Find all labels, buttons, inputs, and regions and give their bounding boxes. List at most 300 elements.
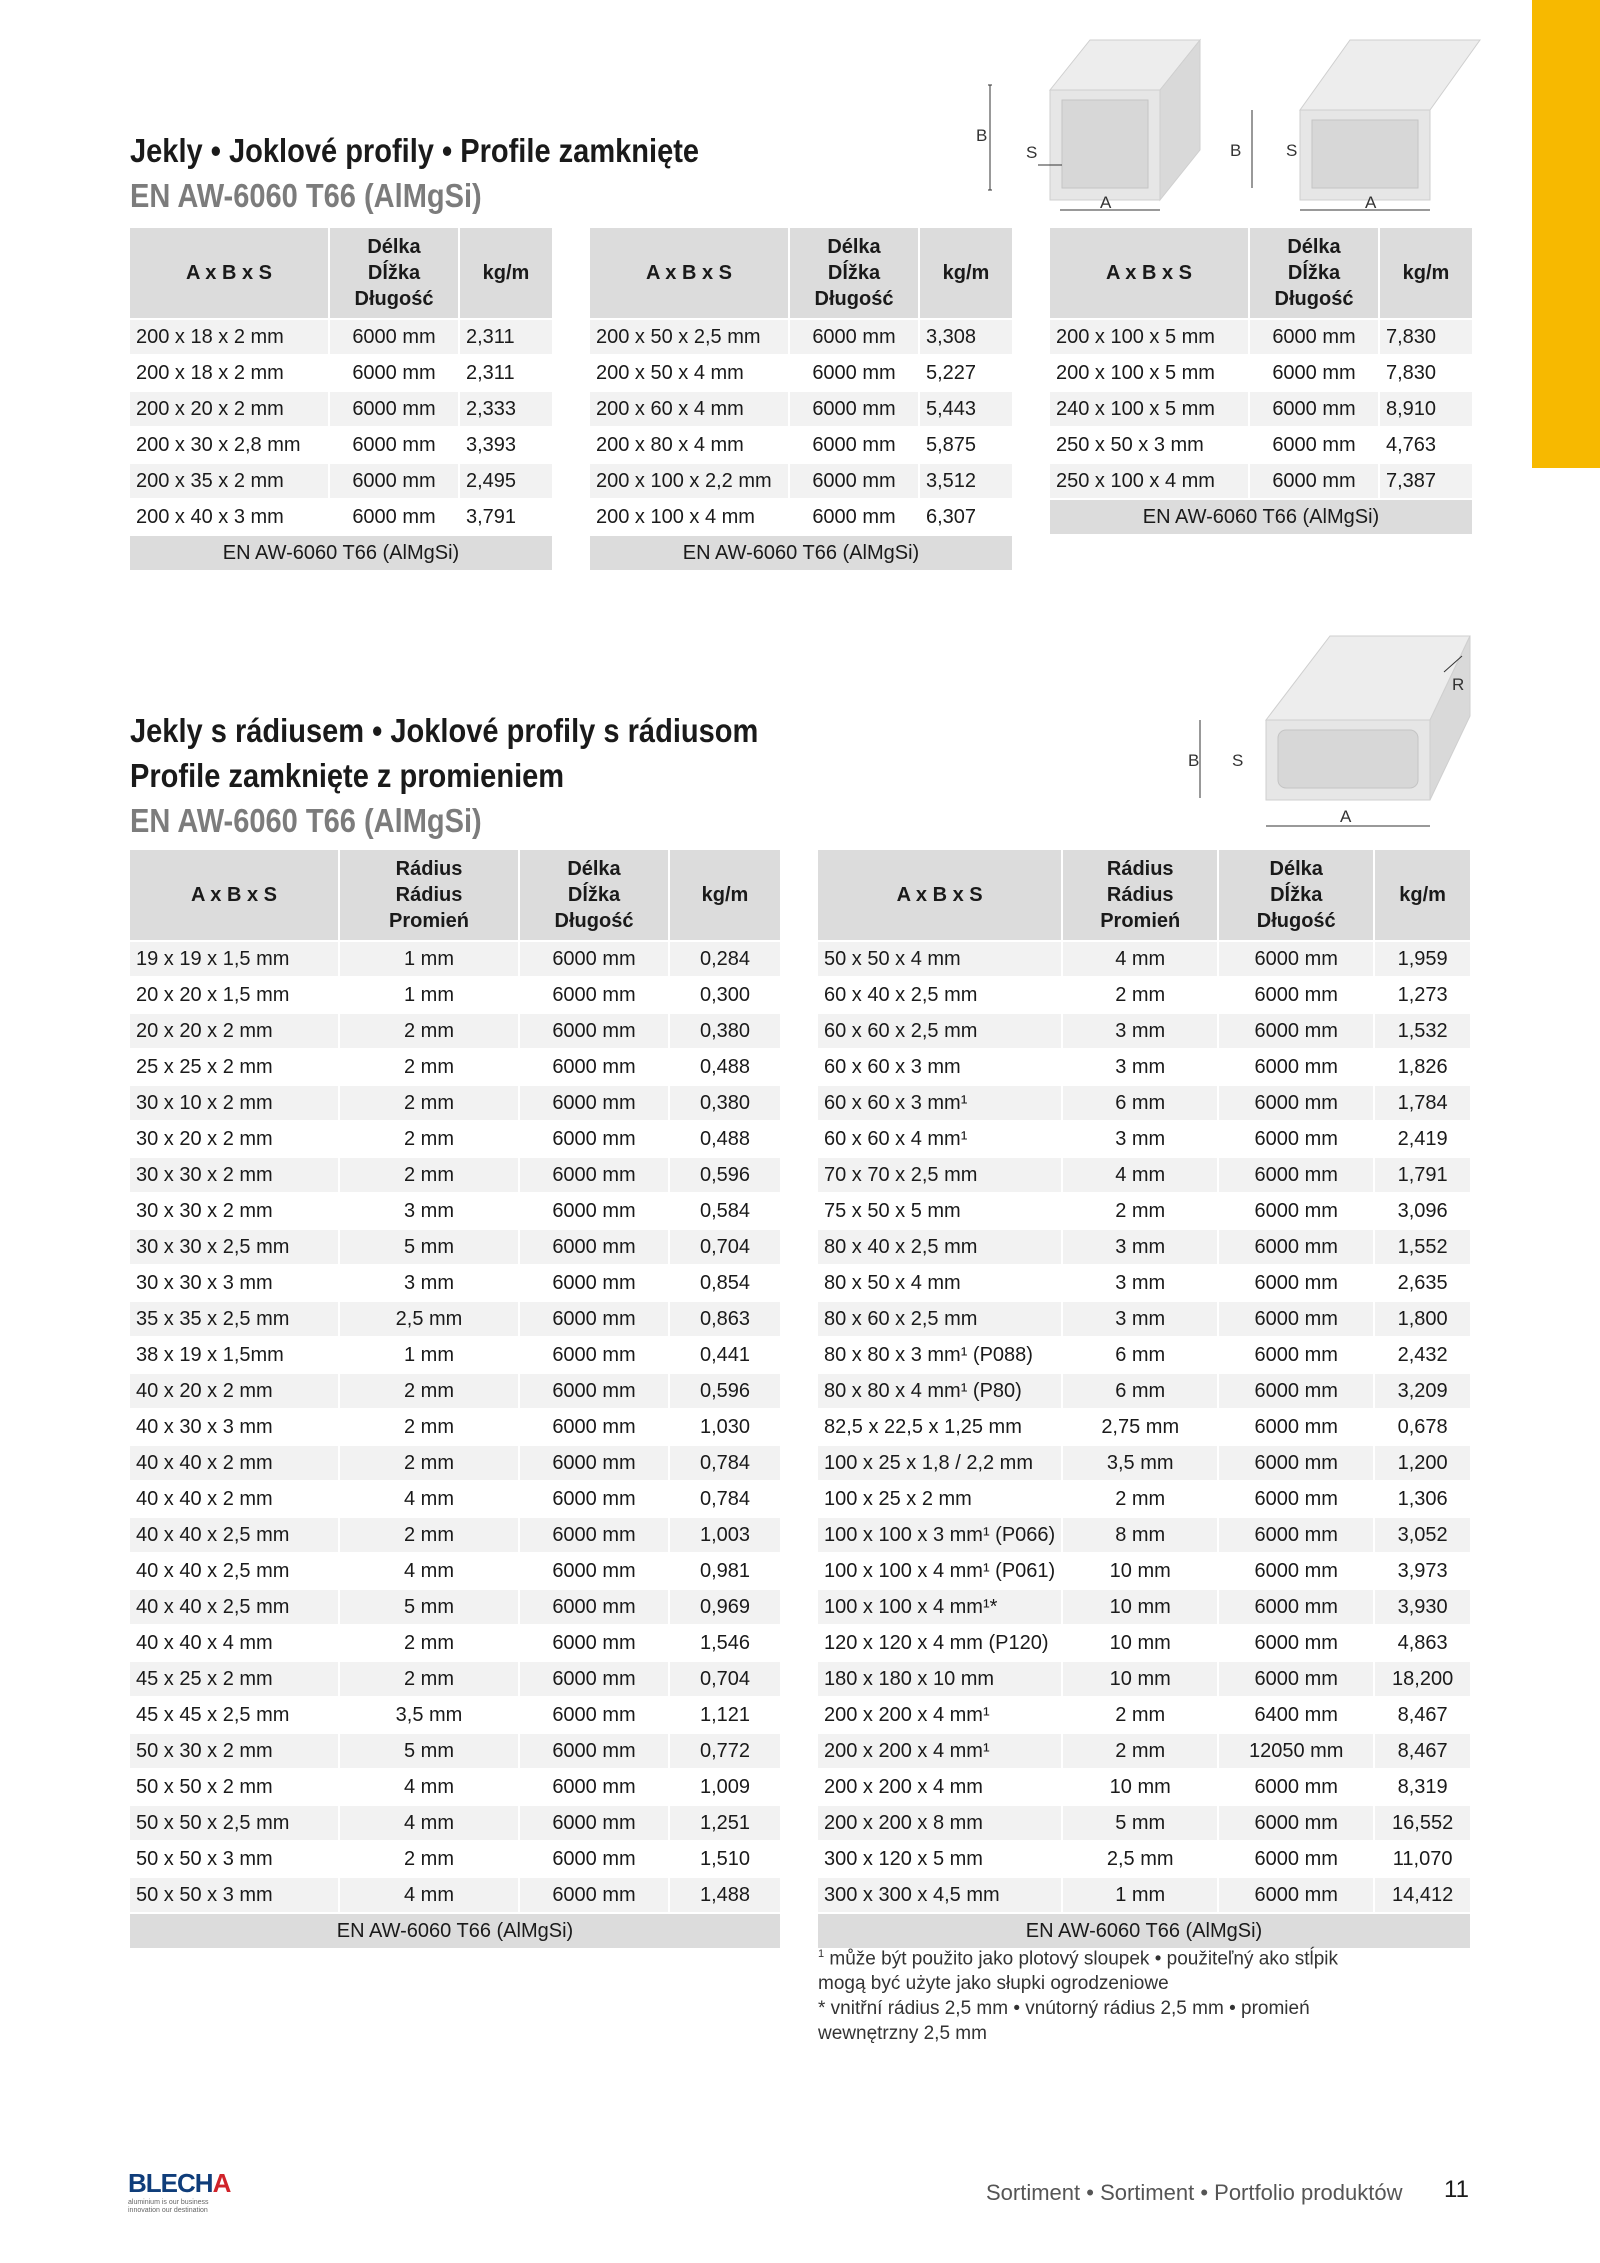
cell-value: 6 mm — [1062, 1337, 1218, 1373]
cell-dimensions: 70 x 70 x 2,5 mm — [818, 1157, 1062, 1193]
cell-value: 6000 mm — [519, 1697, 669, 1733]
cell-kgm: 1,030 — [669, 1409, 780, 1445]
cell-value: 6000 mm — [519, 1841, 669, 1877]
cell-value: 6000 mm — [519, 977, 669, 1013]
cell-value: 5 mm — [339, 1733, 519, 1769]
cell-value: 6000 mm — [1218, 977, 1374, 1013]
cell-value: 3 mm — [1062, 1121, 1218, 1157]
cell-value: 6000 mm — [519, 1877, 669, 1913]
cell-kgm: 0,284 — [669, 941, 780, 977]
cell-dimensions: 50 x 50 x 2 mm — [130, 1769, 339, 1805]
cell-kgm: 0,863 — [669, 1301, 780, 1337]
radius-profile-figure — [1180, 630, 1465, 840]
cell-value: 6000 mm — [519, 1481, 669, 1517]
cell-dimensions: 82,5 x 22,5 x 1,25 mm — [818, 1409, 1062, 1445]
cell-dimensions: 45 x 45 x 2,5 mm — [130, 1697, 339, 1733]
cell-value: 6000 mm — [789, 391, 919, 427]
table-row — [818, 1193, 1470, 1229]
cell-dimensions: 40 x 40 x 2,5 mm — [130, 1589, 339, 1625]
table-footer-row — [590, 535, 1012, 570]
cell-dimensions: 30 x 30 x 2,5 mm — [130, 1229, 339, 1265]
cell-dimensions: 200 x 30 x 2,8 mm — [130, 427, 329, 463]
cell-dimensions: 50 x 50 x 2,5 mm — [130, 1805, 339, 1841]
cell-kgm: 0,981 — [669, 1553, 780, 1589]
cell-kgm: 1,251 — [669, 1805, 780, 1841]
cell-value: 2 mm — [339, 1445, 519, 1481]
cell-kgm: 2,495 — [459, 463, 552, 499]
table-row — [130, 319, 552, 355]
cell-kgm: 0,441 — [669, 1337, 780, 1373]
cell-value: 2 mm — [339, 1625, 519, 1661]
col-axbxs: A x B x S — [1050, 228, 1249, 319]
cell-dimensions: 38 x 19 x 1,5mm — [130, 1337, 339, 1373]
cell-kgm: 18,200 — [1374, 1661, 1470, 1697]
cell-dimensions: 100 x 25 x 2 mm — [818, 1481, 1062, 1517]
table-row — [130, 1769, 780, 1805]
cell-value: 2 mm — [339, 1157, 519, 1193]
table-row — [590, 427, 1012, 463]
cell-value: 10 mm — [1062, 1625, 1218, 1661]
cell-kgm: 0,300 — [669, 977, 780, 1013]
cell-value: 6000 mm — [519, 1733, 669, 1769]
cell-value: 5 mm — [1062, 1805, 1218, 1841]
cell-dimensions: 100 x 100 x 4 mm¹* — [818, 1589, 1062, 1625]
cell-value: 6 mm — [1062, 1373, 1218, 1409]
cell-kgm: 3,052 — [1374, 1517, 1470, 1553]
table-row — [130, 1193, 780, 1229]
cell-value: 6000 mm — [1218, 1301, 1374, 1337]
table-row — [130, 1445, 780, 1481]
col-axbxs: A x B x S — [130, 228, 329, 319]
section1-table-3 — [1050, 228, 1472, 534]
cell-value: 6000 mm — [1249, 355, 1379, 391]
col-kgm: kg/m — [919, 228, 1012, 319]
cell-dimensions: 250 x 100 x 4 mm — [1050, 463, 1249, 499]
cell-dimensions: 40 x 40 x 2 mm — [130, 1481, 339, 1517]
footnote-2: * vnitřní rádius 2,5 mm • vnútorný rádius 2,5 mm • promień wewnętrzny 2,5 mm — [818, 1998, 1310, 2045]
fig1-label-s: S — [1026, 143, 1038, 162]
table-row — [130, 1301, 780, 1337]
cell-kgm: 7,387 — [1379, 463, 1472, 499]
cell-kgm: 2,311 — [459, 355, 552, 391]
cell-dimensions: 30 x 30 x 2 mm — [130, 1157, 339, 1193]
cell-kgm: 0,784 — [669, 1481, 780, 1517]
col-axbxs: A x B x S — [818, 850, 1062, 941]
cell-value: 6000 mm — [519, 1805, 669, 1841]
cell-kgm: 0,704 — [669, 1229, 780, 1265]
table-row — [1050, 463, 1472, 499]
page-number: 11 — [1444, 2176, 1469, 2203]
cell-kgm: 5,227 — [919, 355, 1012, 391]
cell-value: 2 mm — [1062, 1193, 1218, 1229]
cell-dimensions: 200 x 40 x 3 mm — [130, 499, 329, 535]
cell-value: 10 mm — [1062, 1769, 1218, 1805]
section2-table-1 — [130, 850, 780, 1948]
cell-value: 6000 mm — [1218, 1625, 1374, 1661]
cell-dimensions: 40 x 40 x 4 mm — [130, 1625, 339, 1661]
cell-dimensions: 50 x 50 x 3 mm — [130, 1841, 339, 1877]
table-row — [130, 1265, 780, 1301]
cell-dimensions: 180 x 180 x 10 mm — [818, 1661, 1062, 1697]
cell-value: 6000 mm — [519, 1589, 669, 1625]
cell-dimensions: 25 x 25 x 2 mm — [130, 1049, 339, 1085]
col-delka: Délka Dĺžka Długość — [519, 850, 669, 941]
cell-value: 2 mm — [1062, 1733, 1218, 1769]
cell-value: 4 mm — [339, 1877, 519, 1913]
cell-value: 4 mm — [339, 1553, 519, 1589]
cell-dimensions: 100 x 25 x 1,8 / 2,2 mm — [818, 1445, 1062, 1481]
table-footer: EN AW-6060 T66 (AlMgSi) — [818, 1913, 1470, 1948]
cell-value: 6000 mm — [1218, 1373, 1374, 1409]
cell-dimensions: 200 x 18 x 2 mm — [130, 319, 329, 355]
cell-value: 6000 mm — [519, 1265, 669, 1301]
cell-value: 8 mm — [1062, 1517, 1218, 1553]
cell-value: 6000 mm — [1218, 1229, 1374, 1265]
table-row — [818, 1157, 1470, 1193]
col-delka: Délka Dĺžka Długość — [1218, 850, 1374, 941]
cell-value: 6000 mm — [1249, 319, 1379, 355]
table-row — [818, 1373, 1470, 1409]
cell-value: 4 mm — [339, 1481, 519, 1517]
table-footer: EN AW-6060 T66 (AlMgSi) — [130, 535, 552, 570]
cell-dimensions: 200 x 50 x 2,5 mm — [590, 319, 789, 355]
cell-dimensions: 20 x 20 x 1,5 mm — [130, 977, 339, 1013]
cell-dimensions: 80 x 80 x 3 mm¹ (P088) — [818, 1337, 1062, 1373]
col-kgm: kg/m — [459, 228, 552, 319]
table-row — [130, 1049, 780, 1085]
table-row — [130, 1517, 780, 1553]
col-delka: Délka Dĺžka Długość — [789, 228, 919, 319]
cell-value: 6000 mm — [1218, 1445, 1374, 1481]
table-row — [818, 1481, 1470, 1517]
cell-value: 6000 mm — [329, 319, 459, 355]
cell-dimensions: 200 x 20 x 2 mm — [130, 391, 329, 427]
cell-value: 6000 mm — [519, 1661, 669, 1697]
cell-dimensions: 300 x 300 x 4,5 mm — [818, 1877, 1062, 1913]
section1-title-block — [130, 128, 699, 218]
cell-dimensions: 45 x 25 x 2 mm — [130, 1661, 339, 1697]
cell-value: 3 mm — [339, 1193, 519, 1229]
cell-value: 6000 mm — [789, 427, 919, 463]
cell-kgm: 1,784 — [1374, 1085, 1470, 1121]
cell-kgm: 3,930 — [1374, 1589, 1470, 1625]
cell-value: 6000 mm — [1218, 1517, 1374, 1553]
table-row — [818, 1697, 1470, 1733]
cell-dimensions: 200 x 80 x 4 mm — [590, 427, 789, 463]
table-row — [818, 1841, 1470, 1877]
cell-dimensions: 50 x 30 x 2 mm — [130, 1733, 339, 1769]
cell-value: 10 mm — [1062, 1589, 1218, 1625]
cell-value: 6000 mm — [789, 319, 919, 355]
cell-value: 1 mm — [339, 941, 519, 977]
cell-kgm: 5,443 — [919, 391, 1012, 427]
table-row — [818, 1301, 1470, 1337]
table-row — [590, 499, 1012, 535]
section2-title-block — [130, 708, 758, 843]
cell-value: 6000 mm — [789, 355, 919, 391]
cell-value: 6000 mm — [519, 1337, 669, 1373]
cell-dimensions: 50 x 50 x 3 mm — [130, 1877, 339, 1913]
cell-kgm: 2,333 — [459, 391, 552, 427]
cell-dimensions: 80 x 50 x 4 mm — [818, 1265, 1062, 1301]
cell-kgm: 8,467 — [1374, 1697, 1470, 1733]
col-delka: Délka Dĺžka Długość — [1249, 228, 1379, 319]
table-row — [818, 1661, 1470, 1697]
cell-kgm: 2,311 — [459, 319, 552, 355]
cell-dimensions: 240 x 100 x 5 mm — [1050, 391, 1249, 427]
cell-value: 2 mm — [339, 1013, 519, 1049]
cell-value: 6000 mm — [1218, 1877, 1374, 1913]
cell-value: 6000 mm — [1218, 1481, 1374, 1517]
section2-subtitle: EN AW-6060 T66 (AlMgSi) — [130, 802, 482, 839]
fig2-label-a: A — [1365, 193, 1377, 212]
table-row — [818, 1589, 1470, 1625]
table-row — [130, 1013, 780, 1049]
cell-kgm: 16,552 — [1374, 1805, 1470, 1841]
table-row — [590, 355, 1012, 391]
cell-kgm: 5,875 — [919, 427, 1012, 463]
table-row — [818, 1409, 1470, 1445]
cell-value: 2 mm — [339, 1661, 519, 1697]
cell-dimensions: 200 x 60 x 4 mm — [590, 391, 789, 427]
cell-value: 1 mm — [339, 977, 519, 1013]
cell-dimensions: 200 x 200 x 4 mm¹ — [818, 1697, 1062, 1733]
table-row — [1050, 319, 1472, 355]
table-row — [130, 1553, 780, 1589]
cell-dimensions: 30 x 20 x 2 mm — [130, 1121, 339, 1157]
blecha-logo: BLECHA aluminium is our business innovation our destination — [128, 2168, 231, 2214]
table-row — [818, 1769, 1470, 1805]
cell-dimensions: 60 x 60 x 2,5 mm — [818, 1013, 1062, 1049]
cell-value: 6000 mm — [329, 355, 459, 391]
col-kgm: kg/m — [1379, 228, 1472, 319]
table-row — [130, 1157, 780, 1193]
fig1-label-a: A — [1100, 193, 1112, 212]
cell-dimensions: 200 x 100 x 4 mm — [590, 499, 789, 535]
table-footer: EN AW-6060 T66 (AlMgSi) — [1050, 499, 1472, 534]
table-row — [818, 941, 1470, 977]
section1-table-2 — [590, 228, 1012, 570]
table-row — [130, 499, 552, 535]
cell-kgm: 2,635 — [1374, 1265, 1470, 1301]
cell-value: 3,5 mm — [339, 1697, 519, 1733]
cell-dimensions: 120 x 120 x 4 mm (P120) — [818, 1625, 1062, 1661]
table-row — [130, 1805, 780, 1841]
cell-dimensions: 80 x 40 x 2,5 mm — [818, 1229, 1062, 1265]
cell-dimensions: 250 x 50 x 3 mm — [1050, 427, 1249, 463]
cell-kgm: 3,791 — [459, 499, 552, 535]
page-edge-tab — [1532, 0, 1600, 468]
cell-dimensions: 200 x 18 x 2 mm — [130, 355, 329, 391]
cell-value: 6000 mm — [519, 1517, 669, 1553]
cell-value: 6000 mm — [519, 1193, 669, 1229]
cell-kgm: 2,432 — [1374, 1337, 1470, 1373]
cell-value: 2 mm — [339, 1049, 519, 1085]
section2-title-1: Jekly s rádiusem • Joklové profily s rádiusom — [130, 712, 759, 749]
cell-value: 6000 mm — [519, 1085, 669, 1121]
table-row — [130, 1481, 780, 1517]
cell-value: 12050 mm — [1218, 1733, 1374, 1769]
cell-value: 1 mm — [1062, 1877, 1218, 1913]
cell-kgm: 7,830 — [1379, 355, 1472, 391]
cell-value: 2,5 mm — [1062, 1841, 1218, 1877]
cell-value: 6000 mm — [329, 427, 459, 463]
cell-value: 6000 mm — [329, 391, 459, 427]
cell-kgm: 14,412 — [1374, 1877, 1470, 1913]
cell-kgm: 1,009 — [669, 1769, 780, 1805]
cell-dimensions: 40 x 40 x 2,5 mm — [130, 1517, 339, 1553]
cell-value: 2 mm — [339, 1085, 519, 1121]
cell-value: 2 mm — [339, 1409, 519, 1445]
table-row — [818, 1445, 1470, 1481]
table-row — [818, 977, 1470, 1013]
cell-value: 10 mm — [1062, 1553, 1218, 1589]
section2-table-2 — [818, 850, 1470, 1948]
cell-value: 6000 mm — [1218, 1805, 1374, 1841]
cell-dimensions: 100 x 100 x 3 mm¹ (P066) — [818, 1517, 1062, 1553]
cell-value: 4 mm — [1062, 1157, 1218, 1193]
cell-value: 6000 mm — [1218, 1589, 1374, 1625]
fig2-label-b: B — [1230, 141, 1242, 160]
cell-dimensions: 40 x 20 x 2 mm — [130, 1373, 339, 1409]
closed-profile-figure-2 — [1200, 30, 1440, 220]
cell-kgm: 0,772 — [669, 1733, 780, 1769]
cell-kgm: 3,973 — [1374, 1553, 1470, 1589]
cell-value: 6000 mm — [1218, 1085, 1374, 1121]
cell-value: 6000 mm — [1218, 1661, 1374, 1697]
cell-value: 6000 mm — [1249, 427, 1379, 463]
cell-kgm: 0,596 — [669, 1157, 780, 1193]
cell-value: 10 mm — [1062, 1661, 1218, 1697]
cell-value: 6000 mm — [519, 941, 669, 977]
cell-value: 6000 mm — [1218, 1049, 1374, 1085]
cell-value: 2,75 mm — [1062, 1409, 1218, 1445]
cell-value: 6000 mm — [519, 1625, 669, 1661]
cell-kgm: 0,584 — [669, 1193, 780, 1229]
cell-kgm: 3,209 — [1374, 1373, 1470, 1409]
cell-dimensions: 60 x 40 x 2,5 mm — [818, 977, 1062, 1013]
cell-value: 2,5 mm — [339, 1301, 519, 1337]
table-row — [130, 1337, 780, 1373]
cell-value: 6000 mm — [1218, 1409, 1374, 1445]
cell-value: 3 mm — [1062, 1265, 1218, 1301]
cell-value: 4 mm — [339, 1769, 519, 1805]
cell-value: 6000 mm — [1218, 1553, 1374, 1589]
fig3-label-a: A — [1340, 807, 1352, 826]
table-row — [1050, 355, 1472, 391]
cell-value: 6000 mm — [519, 1013, 669, 1049]
table-row — [130, 941, 780, 977]
cell-kgm: 0,596 — [669, 1373, 780, 1409]
cell-value: 6000 mm — [519, 1553, 669, 1589]
table-row — [818, 1049, 1470, 1085]
cell-value: 6000 mm — [1218, 1337, 1374, 1373]
cell-dimensions: 80 x 80 x 4 mm¹ (P80) — [818, 1373, 1062, 1409]
cell-kgm: 0,488 — [669, 1049, 780, 1085]
table-row — [1050, 391, 1472, 427]
cell-kgm: 8,319 — [1374, 1769, 1470, 1805]
cell-dimensions: 30 x 30 x 3 mm — [130, 1265, 339, 1301]
cell-kgm: 7,830 — [1379, 319, 1472, 355]
fig3-label-s: S — [1232, 751, 1244, 770]
cell-kgm: 0,784 — [669, 1445, 780, 1481]
cell-value: 6000 mm — [519, 1769, 669, 1805]
cell-value: 6400 mm — [1218, 1697, 1374, 1733]
section1-subtitle: EN AW-6060 T66 (AlMgSi) — [130, 177, 482, 214]
col-axbxs: A x B x S — [130, 850, 339, 941]
cell-kgm: 6,307 — [919, 499, 1012, 535]
table-row — [1050, 427, 1472, 463]
cell-dimensions: 60 x 60 x 3 mm¹ — [818, 1085, 1062, 1121]
cell-dimensions: 200 x 100 x 5 mm — [1050, 319, 1249, 355]
table-row — [818, 1517, 1470, 1553]
table-row — [590, 391, 1012, 427]
closed-profile-figure-1 — [970, 30, 1200, 220]
table-row — [818, 1229, 1470, 1265]
cell-kgm: 1,532 — [1374, 1013, 1470, 1049]
cell-kgm: 1,546 — [669, 1625, 780, 1661]
cell-value: 2 mm — [339, 1121, 519, 1157]
cell-kgm: 3,393 — [459, 427, 552, 463]
cell-value: 6000 mm — [519, 1229, 669, 1265]
cell-value: 3 mm — [1062, 1049, 1218, 1085]
cell-kgm: 11,070 — [1374, 1841, 1470, 1877]
table-row — [130, 1877, 780, 1913]
cell-value: 6000 mm — [519, 1445, 669, 1481]
cell-kgm: 0,854 — [669, 1265, 780, 1301]
cell-kgm: 8,910 — [1379, 391, 1472, 427]
cell-value: 6000 mm — [1249, 391, 1379, 427]
cell-value: 2 mm — [1062, 1697, 1218, 1733]
fig3-label-b: B — [1188, 751, 1200, 770]
cell-dimensions: 200 x 200 x 4 mm¹ — [818, 1733, 1062, 1769]
cell-value: 6000 mm — [1218, 1013, 1374, 1049]
table-footer: EN AW-6060 T66 (AlMgSi) — [590, 535, 1012, 570]
cell-dimensions: 200 x 100 x 5 mm — [1050, 355, 1249, 391]
table-row — [818, 1805, 1470, 1841]
table-row — [818, 1121, 1470, 1157]
cell-dimensions: 80 x 60 x 2,5 mm — [818, 1301, 1062, 1337]
cell-kgm: 3,308 — [919, 319, 1012, 355]
table-row — [130, 1085, 780, 1121]
cell-kgm: 1,273 — [1374, 977, 1470, 1013]
cell-dimensions: 35 x 35 x 2,5 mm — [130, 1301, 339, 1337]
table-row — [130, 1409, 780, 1445]
cell-value: 2 mm — [339, 1373, 519, 1409]
section1-title: Jekly • Joklové profily • Profile zamknięte — [130, 132, 700, 169]
table-footer-row — [1050, 499, 1472, 534]
table-row — [818, 1013, 1470, 1049]
cell-value: 3,5 mm — [1062, 1445, 1218, 1481]
cell-dimensions: 200 x 200 x 4 mm — [818, 1769, 1062, 1805]
table-row — [130, 1733, 780, 1769]
cell-value: 6000 mm — [329, 499, 459, 535]
table-row — [818, 1337, 1470, 1373]
col-radius: Rádius Rádius Promień — [339, 850, 519, 941]
table-row — [130, 427, 552, 463]
table-row — [130, 977, 780, 1013]
cell-dimensions: 60 x 60 x 4 mm¹ — [818, 1121, 1062, 1157]
footer-text: Sortiment • Sortiment • Portfolio produktów — [986, 2180, 1403, 2205]
cell-kgm: 8,467 — [1374, 1733, 1470, 1769]
cell-kgm: 1,003 — [669, 1517, 780, 1553]
cell-kgm: 3,096 — [1374, 1193, 1470, 1229]
cell-dimensions: 40 x 30 x 3 mm — [130, 1409, 339, 1445]
cell-value: 6000 mm — [1218, 1193, 1374, 1229]
cell-dimensions: 75 x 50 x 5 mm — [818, 1193, 1062, 1229]
fig1-label-b: B — [976, 126, 988, 145]
col-kgm: kg/m — [669, 850, 780, 941]
